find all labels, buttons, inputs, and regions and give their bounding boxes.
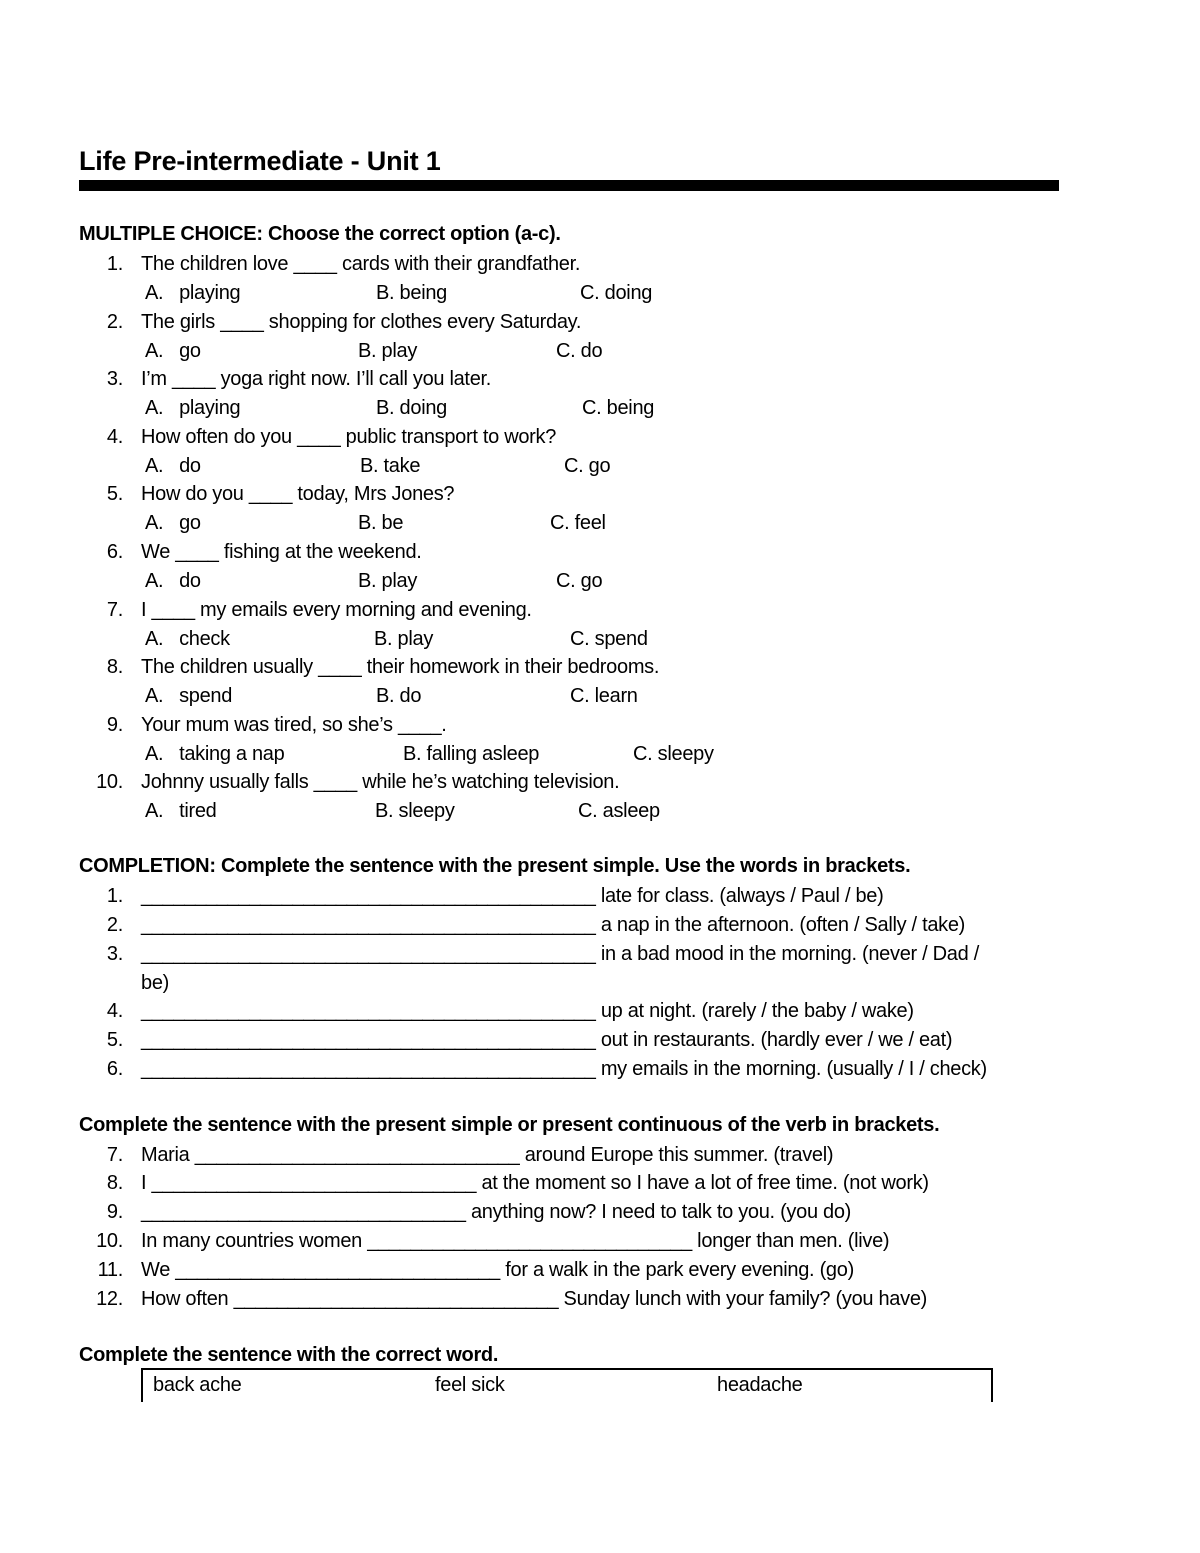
question-number: 7. (106, 599, 123, 621)
item-number: 6. (106, 1058, 123, 1080)
question-number: 8. (106, 656, 123, 678)
question-text: The children usually ____ their homework in their bedrooms. (141, 656, 660, 678)
item-number: 10. (96, 1230, 123, 1252)
options-row (0, 281, 1200, 305)
options-row (0, 569, 1200, 593)
question-number: 5. (106, 483, 123, 505)
item-number: 8. (106, 1172, 123, 1194)
question-number: 9. (106, 714, 123, 736)
option-c: C. asleep (578, 800, 660, 822)
item-number: 1. (106, 885, 123, 907)
option-a: A. do (145, 455, 201, 477)
completion-row (0, 999, 1200, 1023)
question-row (0, 713, 1200, 737)
item-number: 2. (106, 914, 123, 936)
options-row (0, 742, 1200, 766)
option-b: B. play (358, 570, 418, 592)
option-a: A. do (145, 570, 201, 592)
completion-row (0, 942, 1200, 966)
question-number: 2. (106, 311, 123, 333)
question-row (0, 425, 1200, 449)
option-a: A. playing (145, 397, 241, 419)
option-c: C. sleepy (633, 743, 714, 765)
item-number: 4. (106, 1000, 123, 1022)
option-b: B. falling asleep (403, 743, 540, 765)
option-b: B. do (376, 685, 422, 707)
word-box (141, 1368, 993, 1402)
option-b: B. play (374, 628, 434, 650)
option-c: C. go (556, 570, 603, 592)
option-a: A. tired (145, 800, 217, 822)
option-b: B. be (358, 512, 404, 534)
page-title: Life Pre-intermediate - Unit 1 (79, 146, 441, 176)
word-box-item: back ache (153, 1374, 242, 1396)
item-text: ______________________________ anything now? I need to talk to you. (you do) (141, 1201, 852, 1223)
completion-row (0, 1057, 1200, 1081)
item-text: __________________________________________ up at night. (rarely / the baby / wake) (141, 1000, 914, 1022)
question-text: I’m ____ yoga right now. I’ll call you later. (141, 368, 492, 390)
question-row (0, 252, 1200, 276)
continuous-row (0, 1171, 1200, 1195)
word-box-heading: Complete the sentence with the correct word. (79, 1344, 499, 1366)
item-text: __________________________________________ a nap in the afternoon. (often / Sally / take) (141, 914, 966, 936)
item-text: __________________________________________ in a bad mood in the morning. (never / Dad / (141, 943, 979, 965)
item-text: Maria ______________________________ around Europe this summer. (travel) (141, 1144, 834, 1166)
item-text: How often ______________________________ Sunday lunch with your family? (you have) (141, 1288, 927, 1310)
options-row (0, 511, 1200, 535)
options-row (0, 627, 1200, 651)
item-text: __________________________________________ late for class. (always / Paul / be) (141, 885, 884, 907)
option-c: C. being (582, 397, 655, 419)
options-row (0, 799, 1200, 823)
item-text: I ______________________________ at the moment so I have a lot of free time. (not work) (141, 1172, 929, 1194)
option-c: C. do (556, 340, 603, 362)
item-text: __________________________________________ out in restaurants. (hardly ever / we / eat) (141, 1029, 953, 1051)
completion-row (0, 913, 1200, 937)
question-text: We ____ fishing at the weekend. (141, 541, 422, 563)
option-b: B. doing (376, 397, 447, 419)
options-row (0, 339, 1200, 363)
word-box-item: feel sick (435, 1374, 505, 1396)
completion-row (0, 1028, 1200, 1052)
option-c: C. go (564, 455, 611, 477)
item-text: be) (141, 972, 170, 994)
option-a: A. check (145, 628, 230, 650)
question-text: Johnny usually falls ____ while he’s watching television. (141, 771, 620, 793)
item-number: 9. (106, 1201, 123, 1223)
question-row (0, 367, 1200, 391)
question-number: 1. (106, 253, 123, 275)
continuous-row (0, 1229, 1200, 1253)
question-text: How often do you ____ public transport to work? (141, 426, 557, 448)
question-text: Your mum was tired, so she’s ____. (141, 714, 447, 736)
question-row (0, 540, 1200, 564)
completion-row (0, 884, 1200, 908)
question-row (0, 482, 1200, 506)
option-c: C. doing (580, 282, 653, 304)
continuous-row (0, 1258, 1200, 1282)
multiple-choice-heading: MULTIPLE CHOICE: Choose the correct option (a-c). (79, 223, 561, 245)
question-row (0, 655, 1200, 679)
completion-row (0, 971, 1200, 995)
question-number: 6. (106, 541, 123, 563)
item-number: 11. (97, 1259, 123, 1281)
question-row (0, 770, 1200, 794)
option-b: B. being (376, 282, 447, 304)
option-c: C. learn (570, 685, 638, 707)
question-text: The children love ____ cards with their grandfather. (141, 253, 581, 275)
option-c: C. spend (570, 628, 648, 650)
item-text: We ______________________________ for a walk in the park every evening. (go) (141, 1259, 854, 1281)
options-row (0, 396, 1200, 420)
question-text: The girls ____ shopping for clothes every Saturday. (141, 311, 582, 333)
question-text: I ____ my emails every morning and evening. (141, 599, 532, 621)
continuous-row (0, 1200, 1200, 1224)
question-row (0, 598, 1200, 622)
item-number: 3. (106, 943, 123, 965)
option-b: B. take (360, 455, 421, 477)
option-b: B. sleepy (375, 800, 455, 822)
question-text: How do you ____ today, Mrs Jones? (141, 483, 455, 505)
option-c: C. feel (550, 512, 606, 534)
item-number: 12. (96, 1288, 123, 1310)
item-text: In many countries women ______________________________ longer than men. (live) (141, 1230, 890, 1252)
option-a: A. go (145, 340, 201, 362)
item-text: __________________________________________ my emails in the morning. (usually / I / check) (141, 1058, 987, 1080)
question-number: 4. (106, 426, 123, 448)
completion-heading: COMPLETION: Complete the sentence with the present simple. Use the words in brackets. (79, 855, 911, 877)
question-number: 10. (96, 771, 123, 793)
continuous-row (0, 1143, 1200, 1167)
question-number: 3. (106, 368, 123, 390)
continuous-row (0, 1287, 1200, 1311)
option-b: B. play (358, 340, 418, 362)
option-a: A. taking a nap (145, 743, 285, 765)
options-row (0, 684, 1200, 708)
item-number: 5. (106, 1029, 123, 1051)
option-a: A. spend (145, 685, 233, 707)
word-box-item: headache (717, 1374, 803, 1396)
item-number: 7. (106, 1144, 123, 1166)
question-row (0, 310, 1200, 334)
option-a: A. playing (145, 282, 241, 304)
continuous-heading: Complete the sentence with the present simple or present continuous of the verb in brackets. (79, 1114, 940, 1136)
options-row (0, 454, 1200, 478)
option-a: A. go (145, 512, 201, 534)
title-rule (79, 180, 1059, 191)
